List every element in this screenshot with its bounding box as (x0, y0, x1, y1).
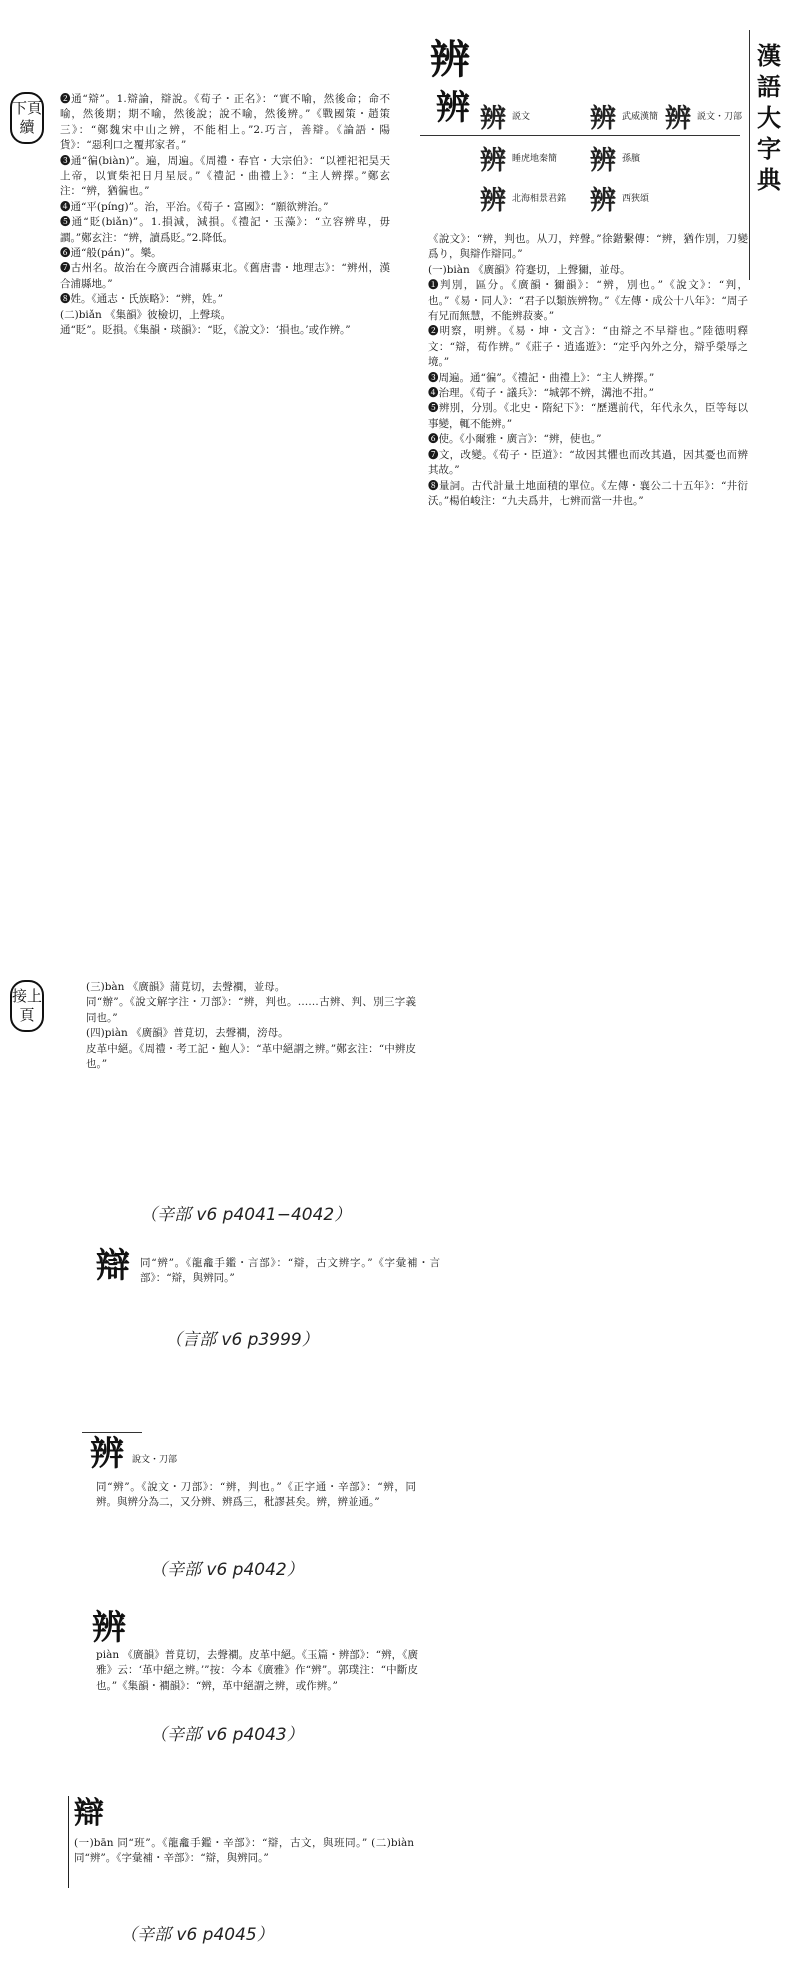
variant-label: 北海相景君銘 (512, 194, 567, 204)
headword-small: 辨 (436, 88, 470, 128)
paragraph: ❼文，改變。《荀子・臣道》：“故因其懼也而改其過，因其憂也而辨其故。” (428, 448, 748, 477)
entry-headword: 辨 (92, 1608, 126, 1648)
entry-text: 同“辨”。《說文・刀部》：“辨，判也。”《正字通・辛部》：“辨，同辨。與辨分為二，又分辨、辨爲三，秕謬甚矣。辨，辨並通。” (96, 1481, 416, 1509)
handwritten-note: （辛部 v6 p4042） (150, 1560, 304, 1580)
left-subentries-text (86, 980, 416, 1072)
entry-text: 同“辨”。《龍龕手鑑・言部》：“辯，古文辨字。”《字彙補・言部》：“辯，與辨同。” (140, 1257, 440, 1285)
variant-char: 辨 (480, 146, 507, 176)
variant-row-3 (665, 98, 742, 135)
entry-source-label: 說文・刀部 (132, 1455, 178, 1465)
paragraph: (二)biǎn 《集韻》彼檢切，上聲琰。 (60, 308, 232, 321)
variant-char: 辨 (480, 186, 507, 216)
variant-char: 辨 (480, 104, 507, 134)
handwritten-note: （言部 v6 p3999） (165, 1330, 319, 1350)
variant-row-5 (590, 140, 640, 177)
paragraph: 通“貶”。貶損。《集韻・琰韻》：“貶，《說文》：‘損也。’或作辨。” (60, 324, 351, 337)
handwritten-note: （辛部 v6 p4043） (150, 1725, 304, 1745)
paragraph: ❸周遍。通“徧”。《禮記・曲禮上》：“主人辨擇。” (428, 371, 655, 384)
paragraph: ❽量詞。古代計量土地面積的單位。《左傳・襄公二十五年》：“井衍沃。”楊伯峻注：“九夫爲井，七辨而當一井也。” (428, 479, 748, 507)
variant-row-7 (590, 180, 649, 217)
entry-bracket (68, 1796, 69, 1888)
paragraph: ❷明察，明辨。《易・坤・文言》：“由辯之不早辯也。”陸德明釋文：“辯，荀作辨。”《莊子・逍遙遊》：“定乎內外之分，辯乎榮辱之境。” (428, 325, 748, 369)
left-column-text (60, 92, 390, 339)
subentry-body: 皮革中絕。《周禮・考工記・鮑人》：“革中絕謂之辨。”鄭玄注：“中辨皮也。” (86, 1042, 416, 1071)
variant-label: 西狹頌 (622, 194, 650, 204)
paragraph: ❹治理。《荀子・議兵》：“城郭不辨，溝池不拑。” (428, 387, 654, 400)
paragraph: ❶判別，區分。《廣韻・獮韻》：“辨，別也。”《說文》：“判，也。”《易・同人》：“君子以類族辨物。”《左傳・成公十八年》：“周子有兄而無慧，不能辨菽麥。” (428, 279, 748, 323)
entry-headword: 辯 (96, 1246, 130, 1286)
right-column-text (428, 232, 748, 509)
paragraph: ❼古州名。故治在今廣西合浦縣東北。《舊唐書・地理志》：“辨州，漢合浦縣地。” (60, 262, 390, 290)
variant-label: 武威漢簡 (622, 112, 659, 122)
dictionary-title: 漢語大字典 (757, 41, 781, 194)
stamp-continued-down: 下頁續 (10, 92, 44, 144)
variant-char: 辨 (590, 104, 617, 134)
subentry-heading: (三)bàn 《廣韻》蒲莧切，去聲襇，並母。 (86, 981, 286, 993)
paragraph: ❸通“徧(biàn)”。遍，周遍。《周禮・春官・大宗伯》：“以禋祀祀昊天上帝，以實柴祀日月星辰。”《禮記・曲禮上》：“主人辨擇。”鄭玄注：“辨，猶徧也。” (60, 154, 390, 198)
variant-row-6 (480, 180, 566, 217)
headword-large: 辨 (430, 36, 470, 83)
paragraph: (一)biàn 《廣韻》符蹇切，上聲獮，並母。 (428, 263, 631, 276)
variant-label: 孫臏 (622, 154, 641, 164)
paragraph: 《說文》：“辨，判也。从刀，辡聲。”徐鍇繫傳：“辨，猶作別，刀變爲り，與辯作辯同。” (428, 233, 748, 261)
variant-row-1 (480, 98, 530, 135)
entry-headword: 辨 (90, 1434, 124, 1474)
handwritten-note: （辛部 v6 p4045） (120, 1925, 274, 1945)
variant-row-2 (590, 98, 658, 135)
entry-rule (82, 1432, 142, 1433)
variant-row-4 (480, 140, 557, 177)
entry-text: (一)bān 同“班”。《龍龕手鑑・辛部》：“辯，古文，與班同。” (二)biàn 同“辨”。《字彙補・辛部》：“辯，與辨同。” (74, 1837, 414, 1865)
paragraph: ❻通“般(pán)”。樂。 (60, 247, 162, 260)
paragraph: ❽姓。《通志・氏族略》：“辨，姓。” (60, 293, 223, 306)
subentry-body: 同“辦”。《說文解字注・刀部》：“辨，判也。……古辨、判、別三字義同也。” (86, 996, 416, 1024)
paragraph: ❹通“平(píng)”。治，平治。《荀子・富國》：“願欲辨治。” (60, 200, 329, 213)
entry-text: piàn 《廣韻》普莧切，去聲襇。皮革中絕。《玉篇・辨部》：“辨，《廣雅》云：‘革中絕之辨。’”按：今本《廣雅》作“辨”。郭璞注：“中斷皮也。”《集韻・襇韻》：“辨，革中絕謂之辨，或作辨。” (96, 1649, 418, 1692)
sidebar-divider (749, 30, 750, 280)
paragraph: ❻使。《小爾雅・廣言》：“辨，使也。” (428, 433, 602, 446)
paragraph: ❺辨別，分別。《北史・隋紀下》：“歷選前代，年代永久，臣等每以事變，輒不能辨。” (428, 402, 748, 430)
stamp-continued-up: 接上頁 (10, 980, 44, 1032)
variant-char: 辨 (590, 146, 617, 176)
header-rule (420, 135, 740, 136)
variant-char: 辨 (590, 186, 617, 216)
variant-char: 辨 (665, 104, 692, 134)
variant-label: 説文 (512, 112, 531, 122)
handwritten-note-1: （辛部 v6 p4041−4042） (140, 1205, 352, 1225)
entry-headword: 辯 (74, 1796, 104, 1831)
paragraph: ❺通“貶(biǎn)”。1.損減，減損。《禮記・玉藻》：“立容辨卑，毋讇。”鄭玄注：“辨，讀爲貶。”2.降低。 (60, 216, 390, 244)
paragraph: ❷通“辯”。1.辯論，辯說。《荀子・正名》：“實不喻，然後命；命不喻，然後期；期不喻，然後說；說不喻，然後辨。”《戰國策・趙策三》：“鄭魏宋中山之辨，不能相上。”2.巧言，善辯。《論語・陽貨》：“惡利口之覆邦家者。” (60, 93, 390, 152)
variant-label: 説文・刀部 (697, 112, 743, 122)
variant-label: 睡虎地秦簡 (512, 154, 558, 164)
subentry-heading: (四)piàn 《廣韻》普莧切，去聲襇，滂母。 (86, 1027, 289, 1040)
